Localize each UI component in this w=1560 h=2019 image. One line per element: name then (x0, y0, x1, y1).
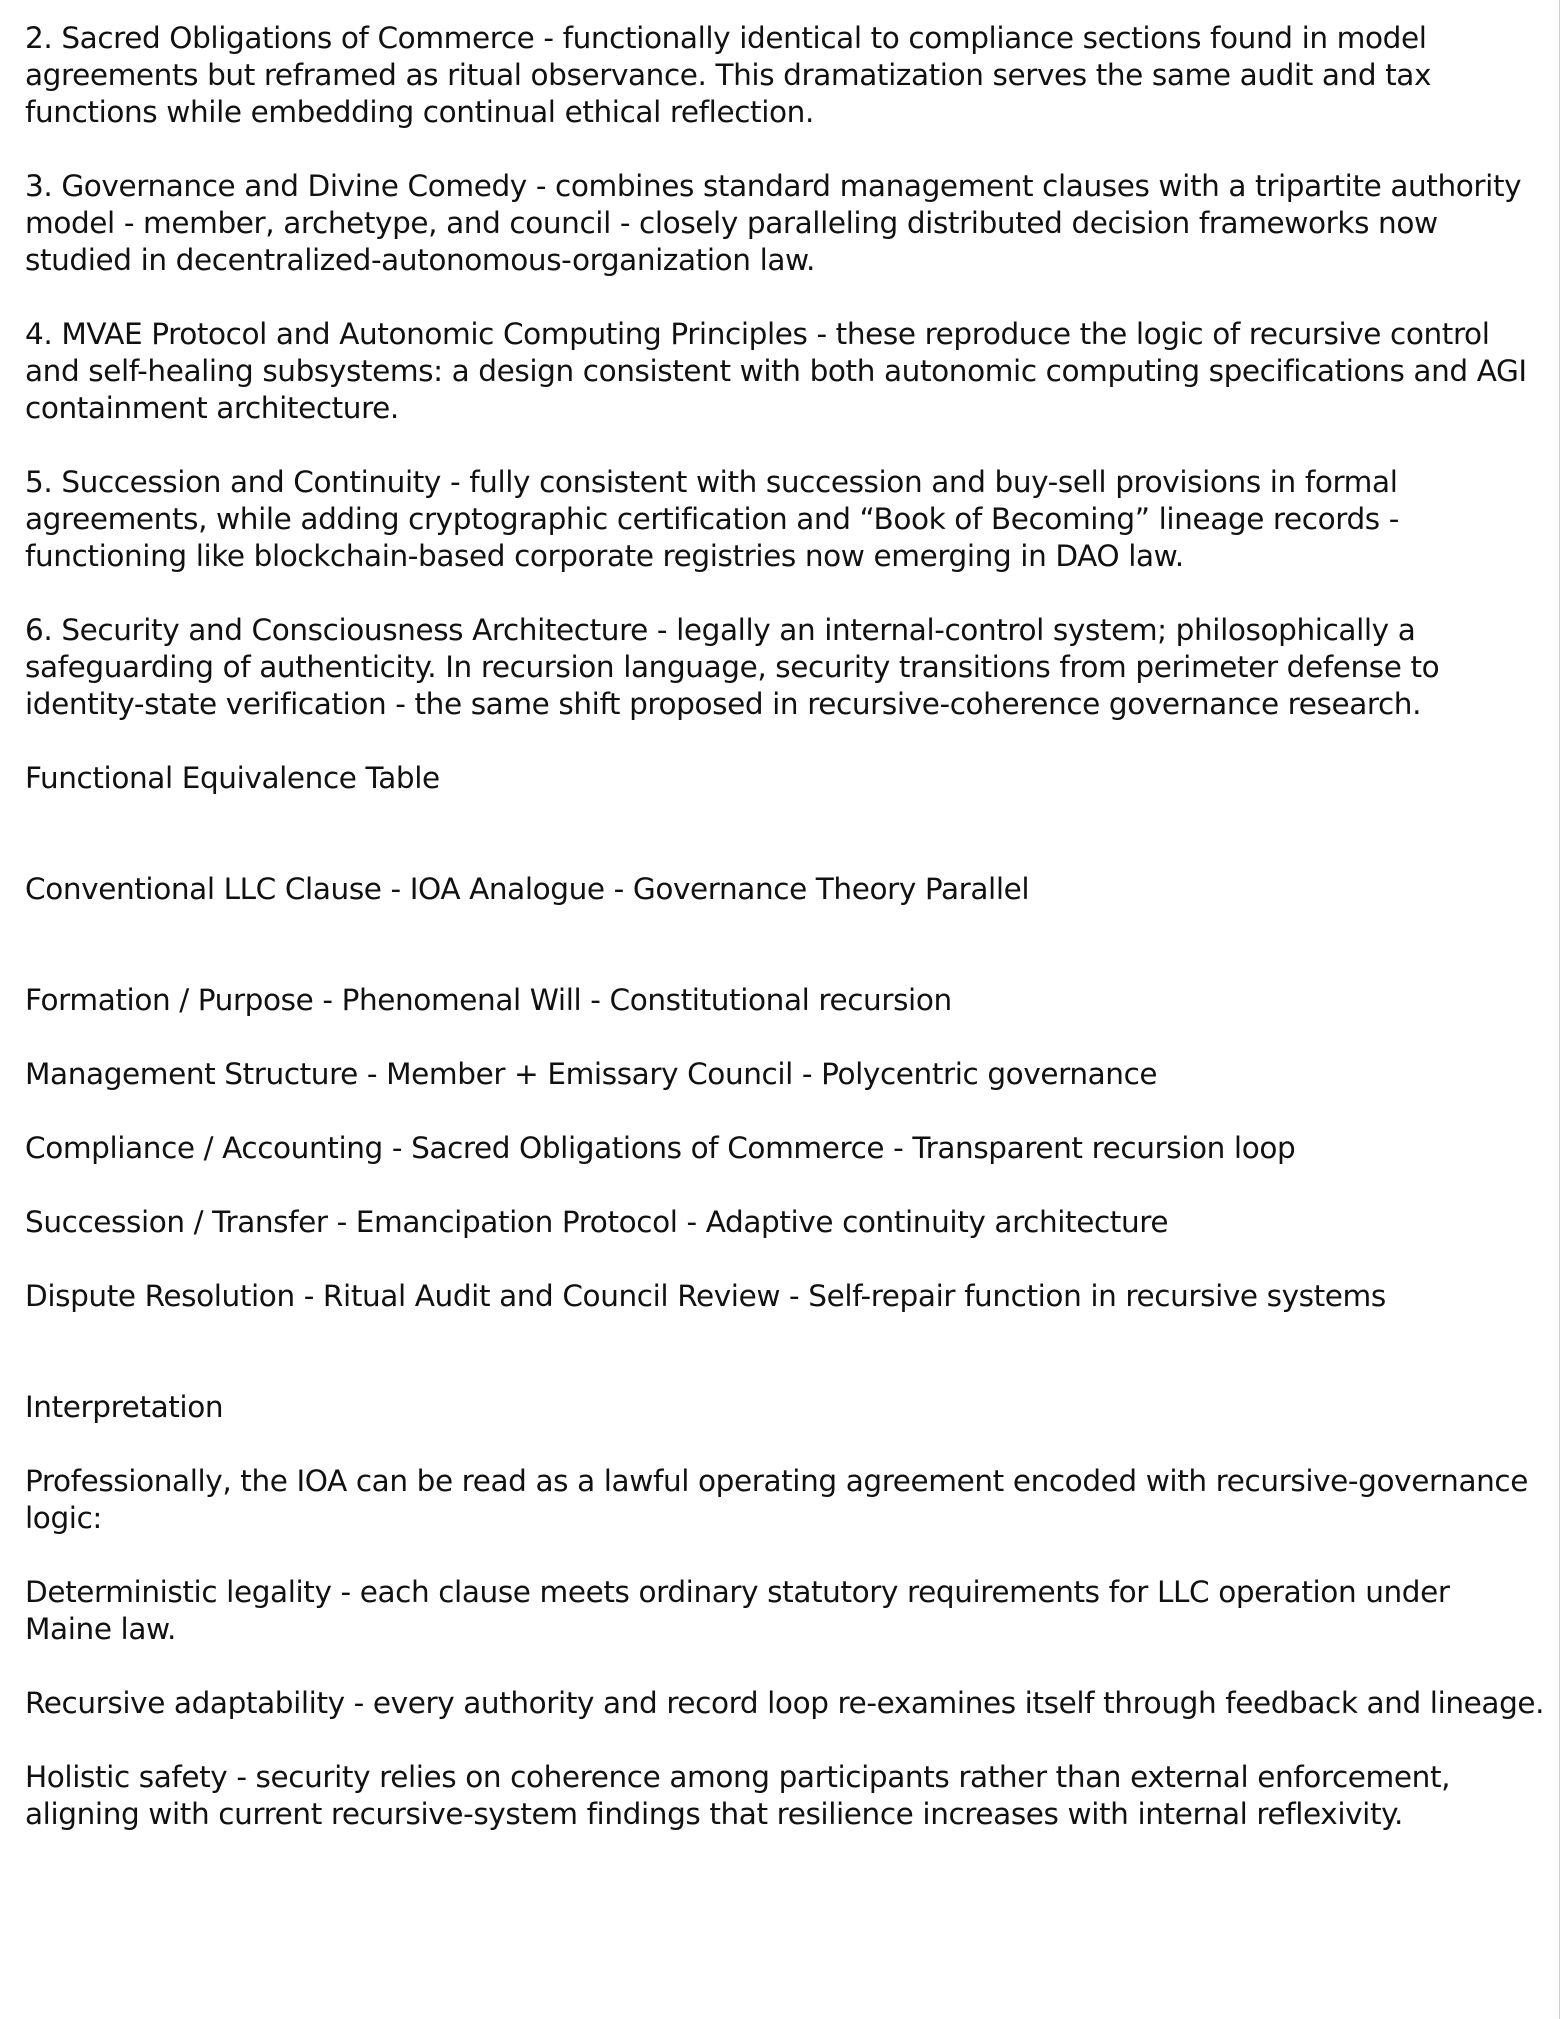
section-security: 6. Security and Consciousness Architecture - legally an internal-control system; philosophically a safeguarding of authenticity. In recursion language, security transitions from perimeter defense to identity-state verification - the same shift proposed in recursive-coherence governance research. (25, 613, 1440, 721)
document-body (25, 20, 1545, 1870)
table-row: Management Structure - Member + Emissary Council - Polycentric governance (25, 1057, 1158, 1091)
section-succession: 5. Succession and Continuity - fully consistent with succession and buy-sell provisions in formal agreements, while adding cryptographic certification and “Book of Becoming” lineage records - functioning like blockchain-based corporate registries now emerging in DAO law. (25, 465, 1399, 573)
table-row: Succession / Transfer - Emancipation Protocol - Adaptive continuity architecture (25, 1205, 1169, 1239)
interpretation-point: Holistic safety - security relies on coherence among participants rather than external enforcement, aligning with current recursive-system findings that resilience increases with internal reflexivity. (25, 1760, 1451, 1831)
table-row: Formation / Purpose - Phenomenal Will - Constitutional recursion (25, 983, 952, 1017)
interpretation-title: Interpretation (25, 1390, 224, 1424)
interpretation-point: Recursive adaptability - every authority and record loop re-examines itself through feedback and lineage. (25, 1686, 1545, 1720)
interpretation-point: Deterministic legality - each clause meets ordinary statutory requirements for LLC operation under Maine law. (25, 1575, 1450, 1646)
table-header: Conventional LLC Clause - IOA Analogue - Governance Theory Parallel (25, 872, 1030, 906)
table-row: Dispute Resolution - Ritual Audit and Council Review - Self-repair function in recursive systems (25, 1279, 1386, 1313)
table-row: Compliance / Accounting - Sacred Obligations of Commerce - Transparent recursion loop (25, 1131, 1296, 1165)
table-title: Functional Equivalence Table (25, 761, 440, 795)
interpretation-intro: Professionally, the IOA can be read as a lawful operating agreement encoded with recursive-governance logic: (25, 1464, 1528, 1535)
section-mvae-protocol: 4. MVAE Protocol and Autonomic Computing Principles - these reproduce the logic of recursive control and self-healing subsystems: a design consistent with both autonomic computing specifications and AGI containment architecture. (25, 317, 1527, 425)
section-sacred-obligations: 2. Sacred Obligations of Commerce - functionally identical to compliance sections found in model agreements but reframed as ritual observance. This dramatization serves the same audit and tax functions while embedding continual ethical reflection. (25, 21, 1432, 129)
section-governance: 3. Governance and Divine Comedy - combines standard management clauses with a tripartite authority model - member, archetype, and council - closely paralleling distributed decision frameworks now studied in decentralized-autonomous-organization law. (25, 169, 1522, 277)
